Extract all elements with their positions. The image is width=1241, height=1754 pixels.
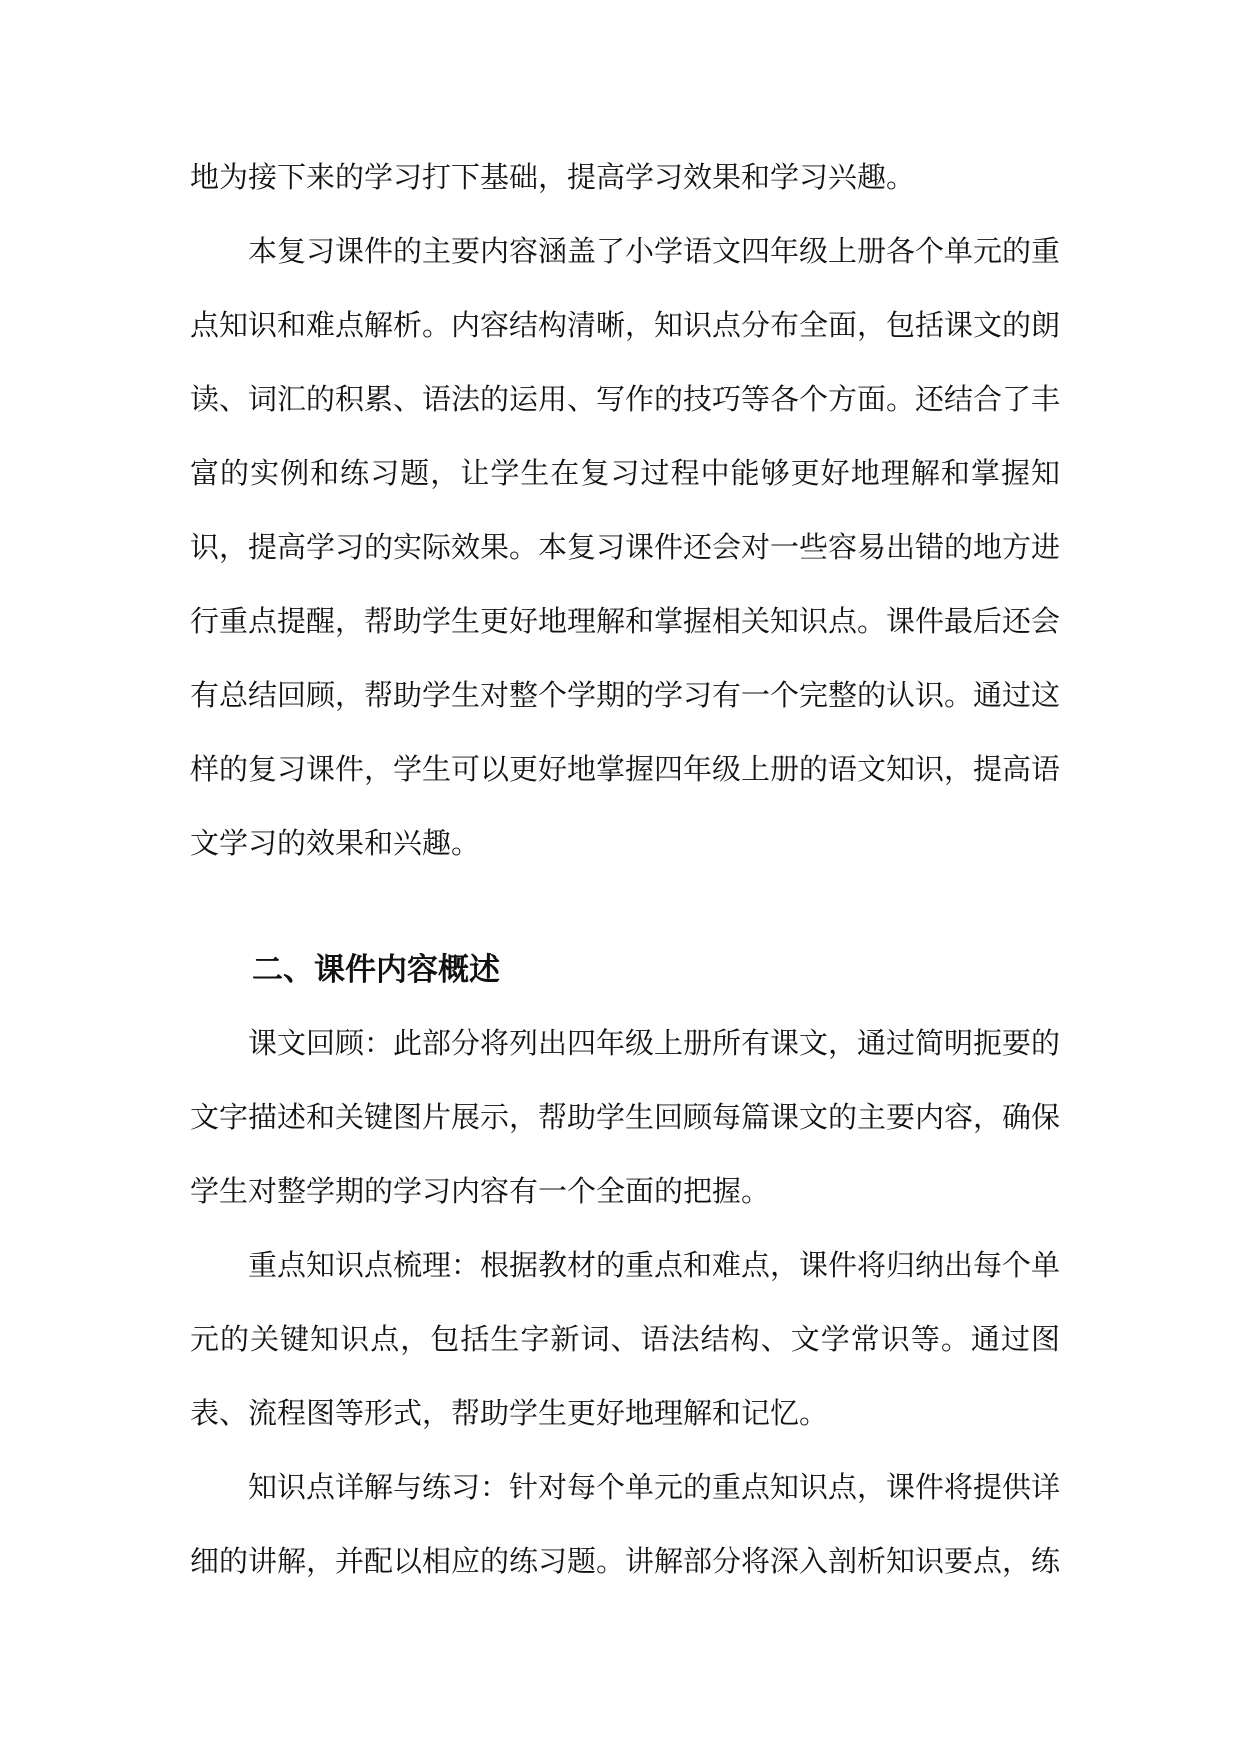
- paragraph-text-review: 课文回顾：此部分将列出四年级上册所有课文，通过简明扼要的文字描述和关键图片展示，帮助学生回顾每篇课文的主要内容，确保学生对整学期的学习内容有一个全面的把握。: [190, 1026, 1061, 1208]
- paragraph-continuation: 地为接下来的学习打下基础，提高学习效果和学习兴趣。: [190, 160, 916, 194]
- section-heading: 二、课件内容概述: [252, 952, 500, 988]
- paragraph-key-points: 重点知识点梳理：根据教材的重点和难点，课件将归纳出每个单元的关键知识点，包括生字新词、语法结构、文学常识等。通过图表、流程图等形式，帮助学生更好地理解和记忆。: [190, 1248, 1061, 1430]
- paragraph-explanation-practice: 知识点详解与练习：针对每个单元的重点知识点，课件将提供详细的讲解，并配以相应的练习题。讲解部分将深入剖析知识要点，练: [190, 1470, 1061, 1578]
- paragraph-overview: 本复习课件的主要内容涵盖了小学语文四年级上册各个单元的重点知识和难点解析。内容结构清晰，知识点分布全面，包括课文的朗读、词汇的积累、语法的运用、写作的技巧等各个方面。还结合了丰富的实例和练习题，让学生在复习过程中能够更好地理解和掌握知识，提高学习的实际效果。本复习课件还会对一些容易出错的地方进行重点提醒，帮助学生更好地理解和掌握相关知识点。课件最后还会有总结回顾，帮助学生对整个学期的学习有一个完整的认识。通过这样的复习课件，学生可以更好地掌握四年级上册的语文知识，提高语文学习的效果和兴趣。: [190, 234, 1061, 860]
- document-body: [190, 140, 1060, 1598]
